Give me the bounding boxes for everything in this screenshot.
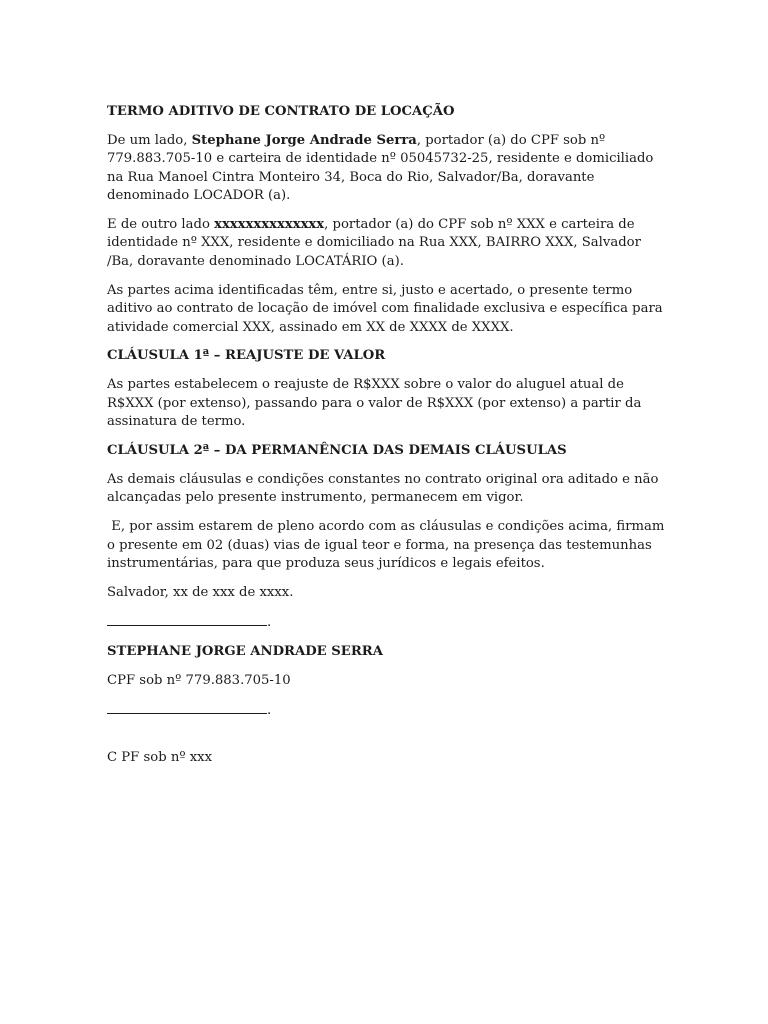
signature-2-line-row bbox=[107, 701, 667, 720]
signature-2-cpf: C PF sob nº xxx bbox=[107, 749, 213, 765]
blank-line bbox=[107, 731, 667, 749]
signature-1-line-end: . bbox=[267, 614, 272, 630]
clause-2-heading: CLÁUSULA 2ª – DA PERMANÊNCIA DAS DEMAIS CLÁUSULAS bbox=[107, 443, 567, 459]
signature-2-line-end: . bbox=[267, 702, 272, 718]
paragraph-locador bbox=[107, 132, 667, 206]
clause-1-text: As partes estabelecem o reajuste de R$XXX sobre o valor do aluguel atual de R$XXX (por extenso), passando para o valor de R$XXX (por extenso) a partir da assinatura de termo. bbox=[107, 377, 642, 430]
signature-2-line bbox=[107, 701, 267, 714]
document-title: TERMO ADITIVO DE CONTRATO DE LOCAÇÃO bbox=[107, 104, 455, 119]
paragraph-parties: As partes acima identificadas têm, entre si, justo e acertado, o presente termo aditivo ao contrato de locação de imóvel com finalidade exclusiva e específica para atividade comercial XXX, assinado em XX de XXXX de XXXX. bbox=[107, 282, 663, 335]
locador-details: , portador (a) do CPF sob nº 779.883.705-10 e carteira de identidade nº 05045732-25, residente e domiciliado na Rua Manoel Cintra Monteiro 34, Boca do Rio, Salvador/Ba, doravante denominado LOCADOR (a). bbox=[107, 132, 654, 204]
closing-paragraph: E, por assim estarem de pleno acordo com as cláusulas e condições acima, firmam o presente em 02 (duas) vias de igual teor e forma, na presença das testemunhas instrumentárias, para que produza seus jurídicos e legais efeitos. bbox=[107, 519, 669, 572]
document-body bbox=[107, 103, 667, 777]
locatario-details: , portador (a) do CPF sob nº XXX e carteira de identidade nº XXX, residente e domiciliado na Rua XXX, BAIRRO XXX, Salvador /Ba, doravante denominado LOCATÁRIO (a). bbox=[107, 217, 641, 269]
signature-1-line-row bbox=[107, 613, 667, 632]
clause-1-heading: CLÁUSULA 1ª – REAJUSTE DE VALOR bbox=[107, 348, 386, 364]
signature-1-line bbox=[107, 613, 267, 626]
signature-1-cpf: CPF sob nº 779.883.705-10 bbox=[107, 672, 291, 688]
locatario-lead: E de outro lado bbox=[107, 217, 215, 233]
signature-1-name: STEPHANE JORGE ANDRADE SERRA bbox=[107, 643, 384, 659]
clause-2-text: As demais cláusulas e condições constantes no contrato original ora aditado e não alcançadas pelo presente instrumento, permanecem em vigor. bbox=[107, 472, 659, 506]
place-date: Salvador, xx de xxx de xxxx. bbox=[107, 585, 294, 601]
locatario-name: xxxxxxxxxxxxxx bbox=[214, 217, 325, 233]
locador-lead: De um lado, bbox=[107, 132, 192, 148]
locador-name: Stephane Jorge Andrade Serra bbox=[191, 132, 417, 148]
paragraph-locatario bbox=[107, 216, 667, 271]
